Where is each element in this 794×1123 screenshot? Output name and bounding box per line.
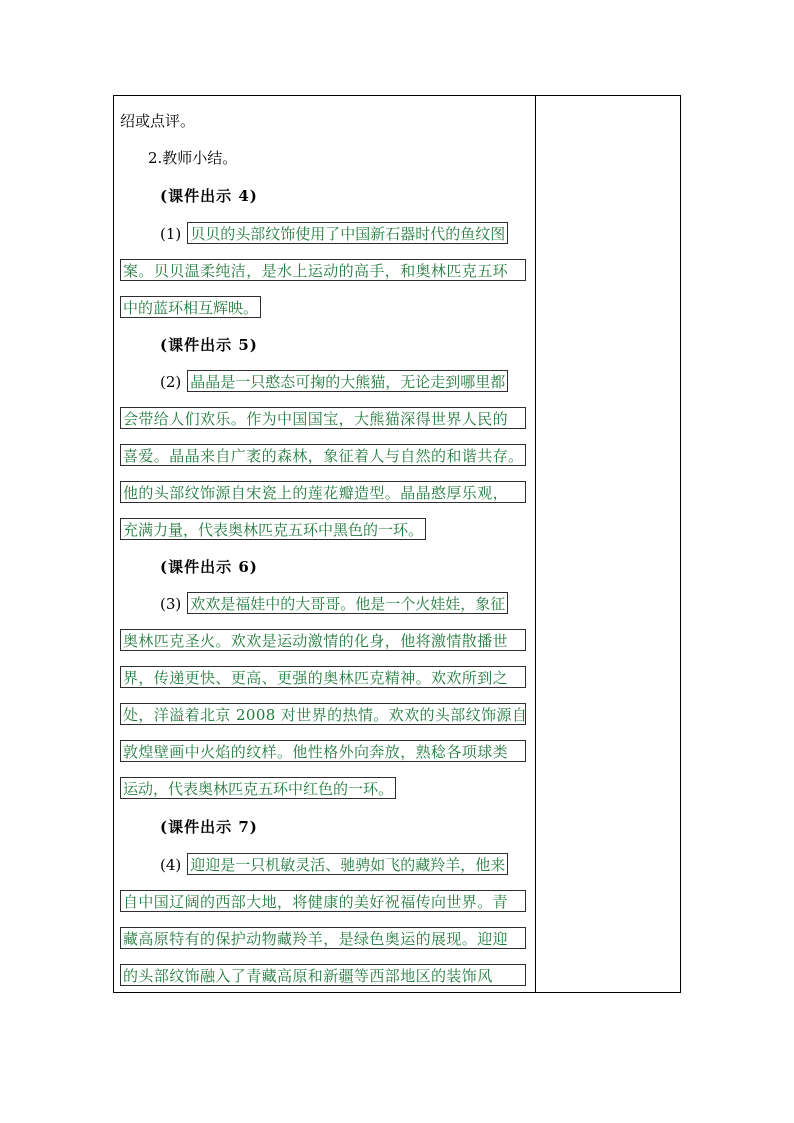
section-heading-7: (课件出示 7): [160, 818, 258, 836]
item-number: (2): [160, 373, 182, 391]
section-4-line-1: [120, 853, 508, 877]
lesson-table: [113, 95, 681, 993]
highlighted-text: 藏高原特有的保护动物藏羚羊，是绿色奥运的展现。迎迎: [120, 927, 526, 949]
highlighted-text: 喜爱。晶晶来自广袤的森林，象征着人与自然的和谐共存。: [120, 444, 526, 466]
section-3-line-2: [120, 629, 526, 653]
section-heading-4: (课件出示 4): [160, 187, 258, 205]
column-divider: [535, 96, 536, 992]
section-2-line-2: [120, 407, 526, 431]
section-2-line-4: [120, 481, 526, 505]
highlighted-text: 晶晶是一只憨态可掬的大熊猫，无论走到哪里都: [187, 370, 508, 392]
section-2-line-1: [120, 370, 508, 394]
item-number: (3): [160, 595, 182, 613]
highlighted-text: 自中国辽阔的西部大地，将健康的美好祝福传向世界。青: [120, 890, 526, 912]
highlighted-text: 的头部纹饰融入了青藏高原和新疆等西部地区的装饰风: [120, 964, 526, 986]
highlighted-text: 处，洋溢着北京 2008 对世界的热情。欢欢的头部纹饰源自: [120, 703, 526, 725]
item-number: (1): [160, 225, 182, 243]
section-4-line-2: [120, 890, 526, 914]
highlighted-text: 充满力量，代表奥林匹克五环中黑色的一环。: [120, 518, 426, 540]
intro-line-2: 2.教师小结。: [148, 149, 238, 167]
highlighted-text: 奥林匹克圣火。欢欢是运动激情的化身，他将激情散播世: [120, 629, 526, 651]
section-1-line-3: [120, 296, 261, 320]
highlighted-text: 他的头部纹饰源自宋瓷上的莲花瓣造型。晶晶憨厚乐观，: [120, 481, 526, 503]
section-3-line-3: [120, 666, 526, 690]
highlighted-text: 欢欢是福娃中的大哥哥。他是一个火娃娃，象征: [187, 592, 508, 614]
section-heading-6: (课件出示 6): [160, 558, 258, 576]
section-2-line-5: [120, 518, 426, 542]
highlighted-text: 中的蓝环相互辉映。: [120, 296, 261, 318]
section-3-line-6: [120, 777, 396, 801]
intro-line-1: 绍或点评。: [120, 112, 196, 130]
highlighted-text: 敦煌壁画中火焰的纹样。他性格外向奔放，熟稔各项球类: [120, 740, 526, 762]
section-3-line-4: [120, 703, 526, 727]
section-3-line-1: [120, 592, 508, 616]
section-4-line-4: [120, 964, 526, 988]
highlighted-text: 运动，代表奥林匹克五环中红色的一环。: [120, 777, 396, 799]
highlighted-text: 迎迎是一只机敏灵活、驰骋如飞的藏羚羊，他来: [187, 853, 508, 875]
highlighted-text: 会带给人们欢乐。作为中国国宝，大熊猫深得世界人民的: [120, 407, 526, 429]
section-1-line-1: [120, 222, 508, 246]
section-3-line-5: [120, 740, 526, 764]
highlighted-text: 界，传递更快、更高、更强的奥林匹克精神。欢欢所到之: [120, 666, 526, 688]
section-1-line-2: [120, 259, 526, 283]
section-heading-5: (课件出示 5): [160, 336, 258, 354]
item-number: (4): [160, 856, 182, 874]
section-2-line-3: [120, 444, 526, 468]
highlighted-text: 贝贝的头部纹饰使用了中国新石器时代的鱼纹图: [187, 222, 508, 244]
highlighted-text: 案。贝贝温柔纯洁，是水上运动的高手，和奥林匹克五环: [120, 259, 526, 281]
section-4-line-3: [120, 927, 526, 951]
